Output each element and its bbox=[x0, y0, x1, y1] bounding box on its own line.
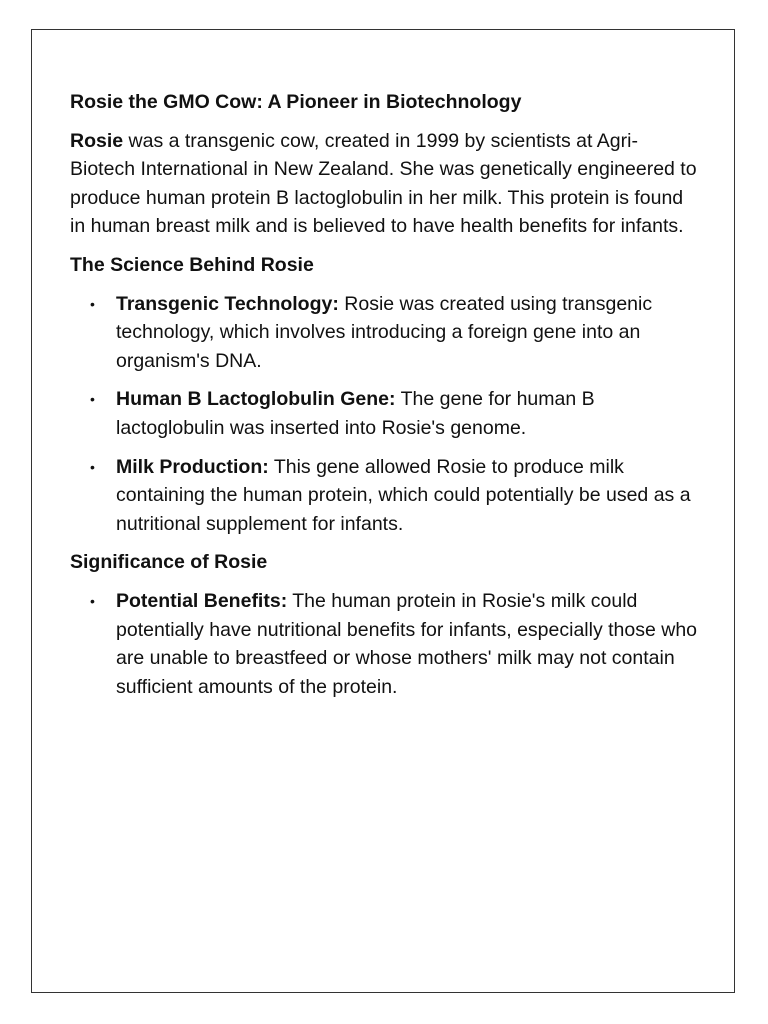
document-title: Rosie the GMO Cow: A Pioneer in Biotechnology bbox=[70, 91, 522, 113]
list-item bbox=[70, 587, 700, 701]
intro-paragraph bbox=[70, 127, 700, 241]
significance-list bbox=[70, 587, 700, 701]
section-heading-science: The Science Behind Rosie bbox=[70, 253, 314, 276]
list-item-text: This gene allowed Rosie to produce milk containing the human protein, which could potentially be used as a nutritional supplement for infants. bbox=[116, 455, 691, 535]
bullet-icon: • bbox=[90, 391, 95, 408]
science-list bbox=[70, 290, 700, 539]
bullet-icon: • bbox=[90, 295, 95, 312]
intro-lead: Rosie bbox=[70, 129, 124, 152]
document-body bbox=[70, 88, 700, 711]
list-item bbox=[70, 290, 700, 376]
list-item-term: Potential Benefits: bbox=[116, 589, 288, 612]
list-item-text: The human protein in Rosie's milk could potentially have nutritional benefits for infants, especially those who are unable to breastfeed or whose mothers' milk may not contain sufficient amounts of the protein. bbox=[116, 589, 698, 698]
list-item-text: The gene for human B lactoglobulin was inserted into Rosie's genome. bbox=[116, 388, 595, 439]
list-item-text: Rosie was created using transgenic technology, which involves introducing a foreign gene into an organism's DNA. bbox=[116, 292, 653, 372]
intro-text: was a transgenic cow, created in 1999 by scientists at Agri-Biotech International in New Zealand. She was genetically engineered to produce human protein B lactoglobulin in her milk. This protein is found in human breast milk and is believed to have health benefits for infants. bbox=[70, 129, 697, 238]
list-item-term: Transgenic Technology: bbox=[116, 292, 339, 315]
section-heading-significance: Significance of Rosie bbox=[70, 551, 268, 574]
list-item-term: Human B Lactoglobulin Gene: bbox=[116, 388, 396, 411]
list-item-term: Milk Production: bbox=[116, 455, 269, 478]
bullet-icon: • bbox=[90, 458, 95, 475]
list-item bbox=[70, 385, 700, 442]
bullet-icon: • bbox=[90, 592, 95, 609]
list-item bbox=[70, 453, 700, 539]
